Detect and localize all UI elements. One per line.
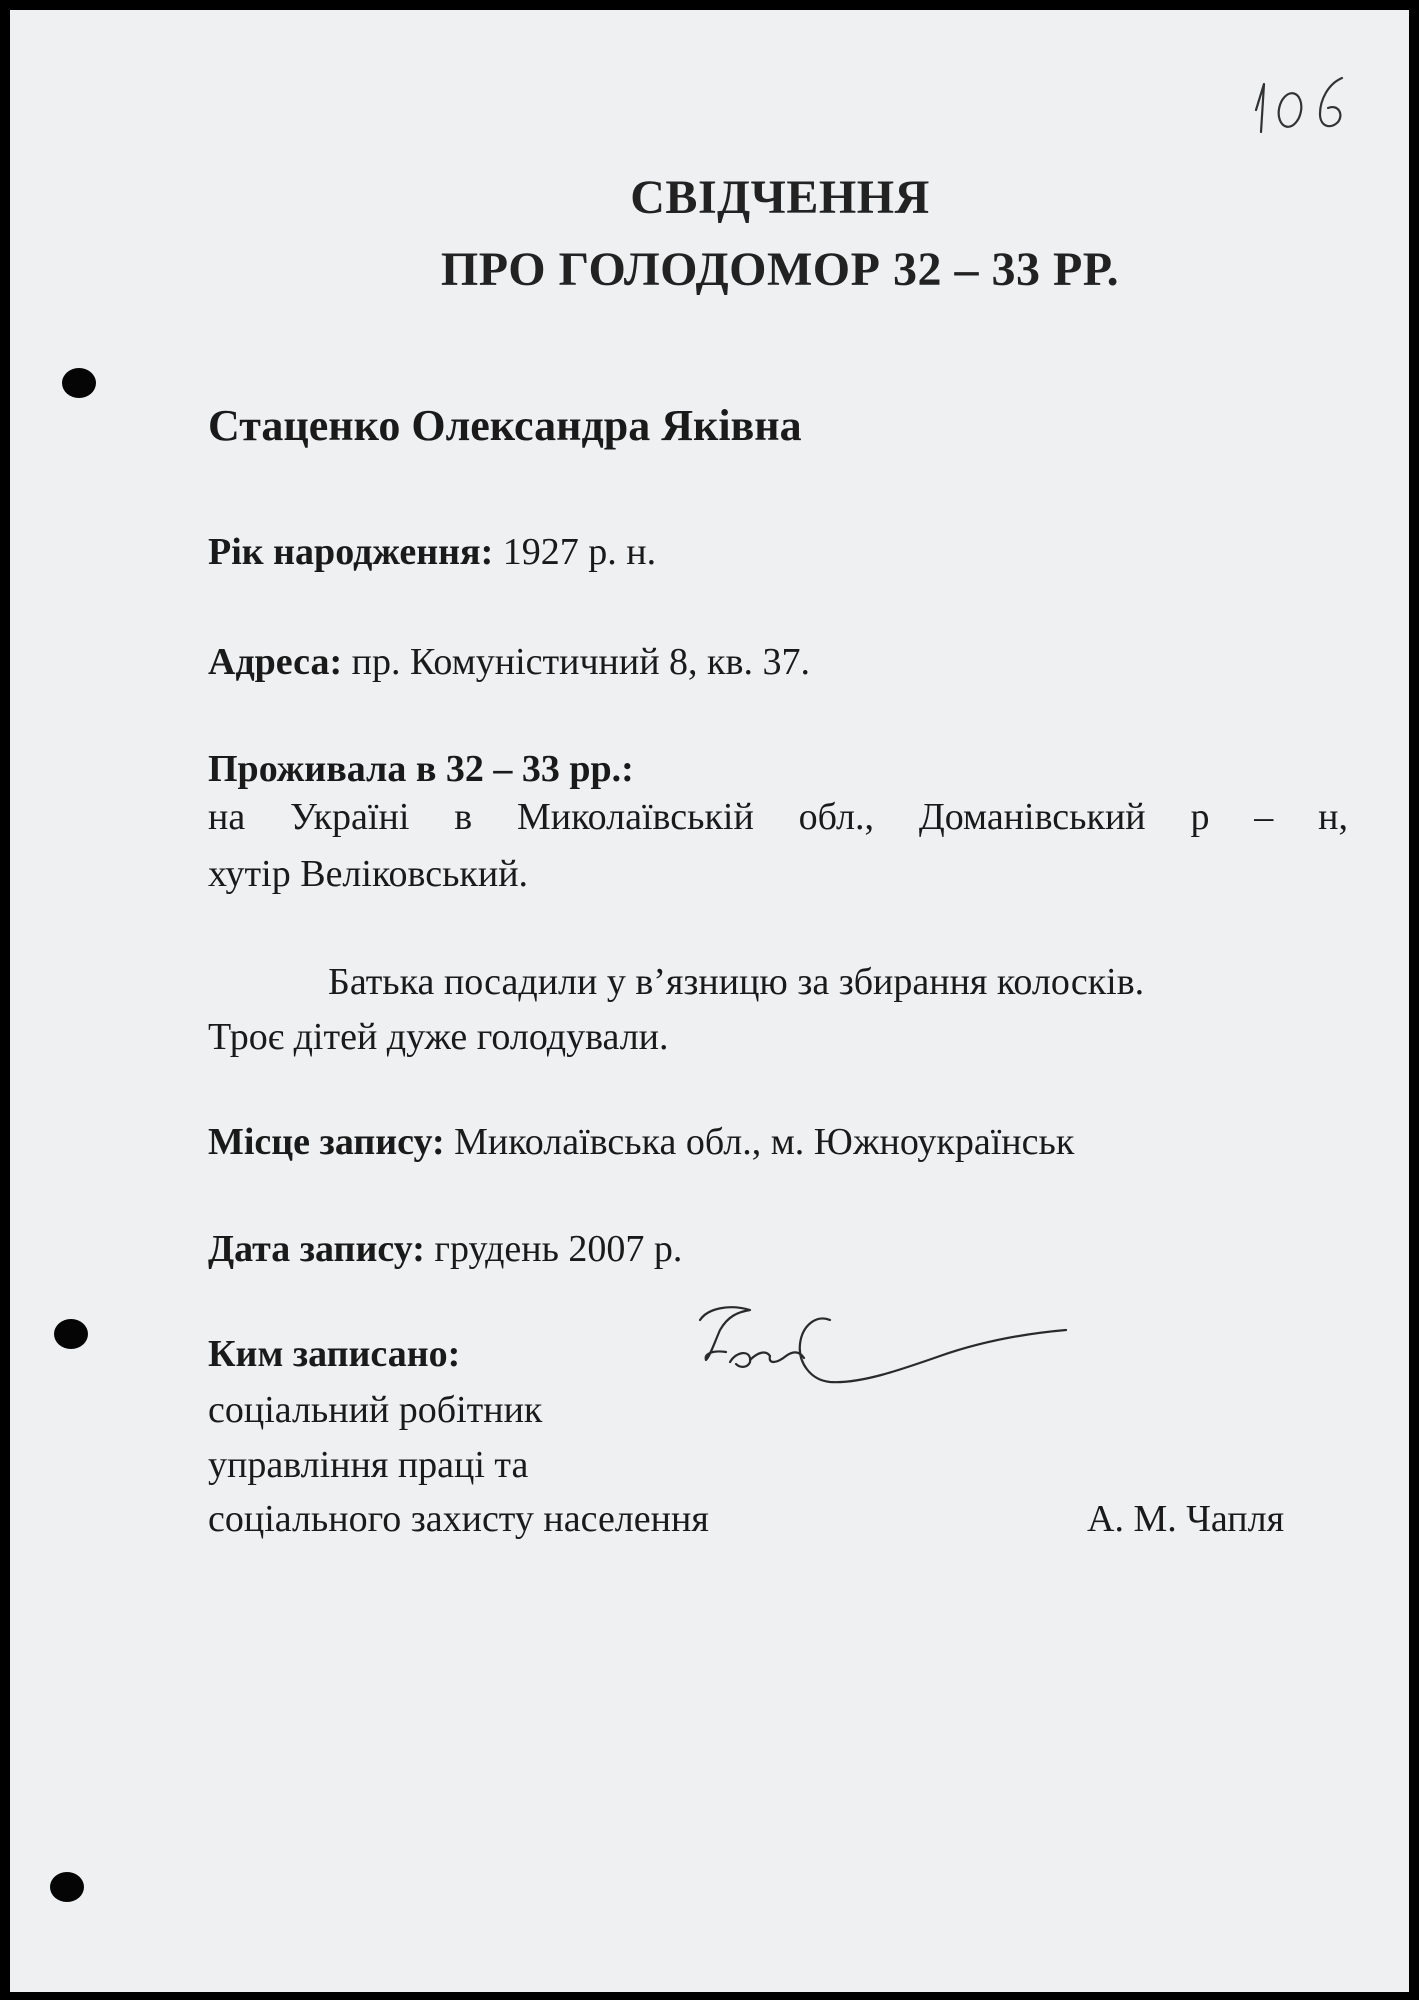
handwritten-page-number — [1250, 70, 1360, 140]
punch-hole-bottom — [50, 1872, 84, 1902]
residence-word: на — [208, 796, 246, 838]
record-place-row — [208, 1120, 1074, 1164]
testimony-line-2: Троє дітей дуже голодували. — [208, 1016, 669, 1058]
document-page — [10, 10, 1409, 1992]
residence-word: обл., — [798, 796, 874, 838]
residence-line-1 — [208, 795, 1348, 839]
recorder-role-line-1: соціальний робітник — [208, 1389, 543, 1431]
birth-year-row — [208, 530, 656, 574]
residence-line-2: хутір Веліковський. — [208, 853, 529, 895]
record-place-label: Місце запису: — [208, 1121, 445, 1163]
residence-word: Миколаївській — [516, 796, 754, 838]
record-date-row — [208, 1227, 682, 1271]
address-label: Адреса: — [208, 641, 343, 683]
residence-word: Доманівський — [918, 796, 1146, 838]
address-value: пр. Комуністичний 8, кв. 37. — [351, 641, 810, 683]
witness-name: Стаценко Олександра Яківна — [208, 401, 802, 450]
recorder-role-line-2: управління праці та — [208, 1444, 529, 1486]
punch-hole-top — [62, 368, 96, 398]
record-date-label: Дата запису: — [208, 1228, 425, 1270]
recorded-by-label: Ким записано: — [208, 1333, 461, 1375]
document-title-line-1: СВІДЧЕННЯ — [630, 171, 930, 224]
birth-year-label: Рік народження: — [208, 531, 494, 573]
handwritten-signature — [690, 1290, 1070, 1410]
recorder-name: А. М. Чапля — [1087, 1498, 1285, 1540]
document-title-line-2: ПРО ГОЛОДОМОР 32 – 33 РР. — [440, 243, 1120, 296]
punch-hole-middle — [54, 1319, 88, 1349]
residence-word: н, — [1318, 796, 1348, 838]
address-row — [208, 640, 810, 684]
birth-year-value: 1927 р. н. — [502, 531, 657, 573]
record-date-value: грудень 2007 р. — [434, 1228, 683, 1270]
residence-label: Проживала в 32 – 33 рр.: — [208, 748, 634, 790]
recorder-role-line-3: соціального захисту населення — [208, 1498, 709, 1540]
record-place-value: Миколаївська обл., м. Южноукраїнськ — [454, 1121, 1075, 1163]
testimony-line-1: Батька посадили у в’язницю за збирання колосків. — [328, 961, 1145, 1003]
residence-word: Україні — [290, 796, 410, 838]
residence-word: р — [1190, 796, 1210, 838]
residence-word: в — [454, 796, 473, 838]
residence-word: – — [1254, 796, 1274, 838]
